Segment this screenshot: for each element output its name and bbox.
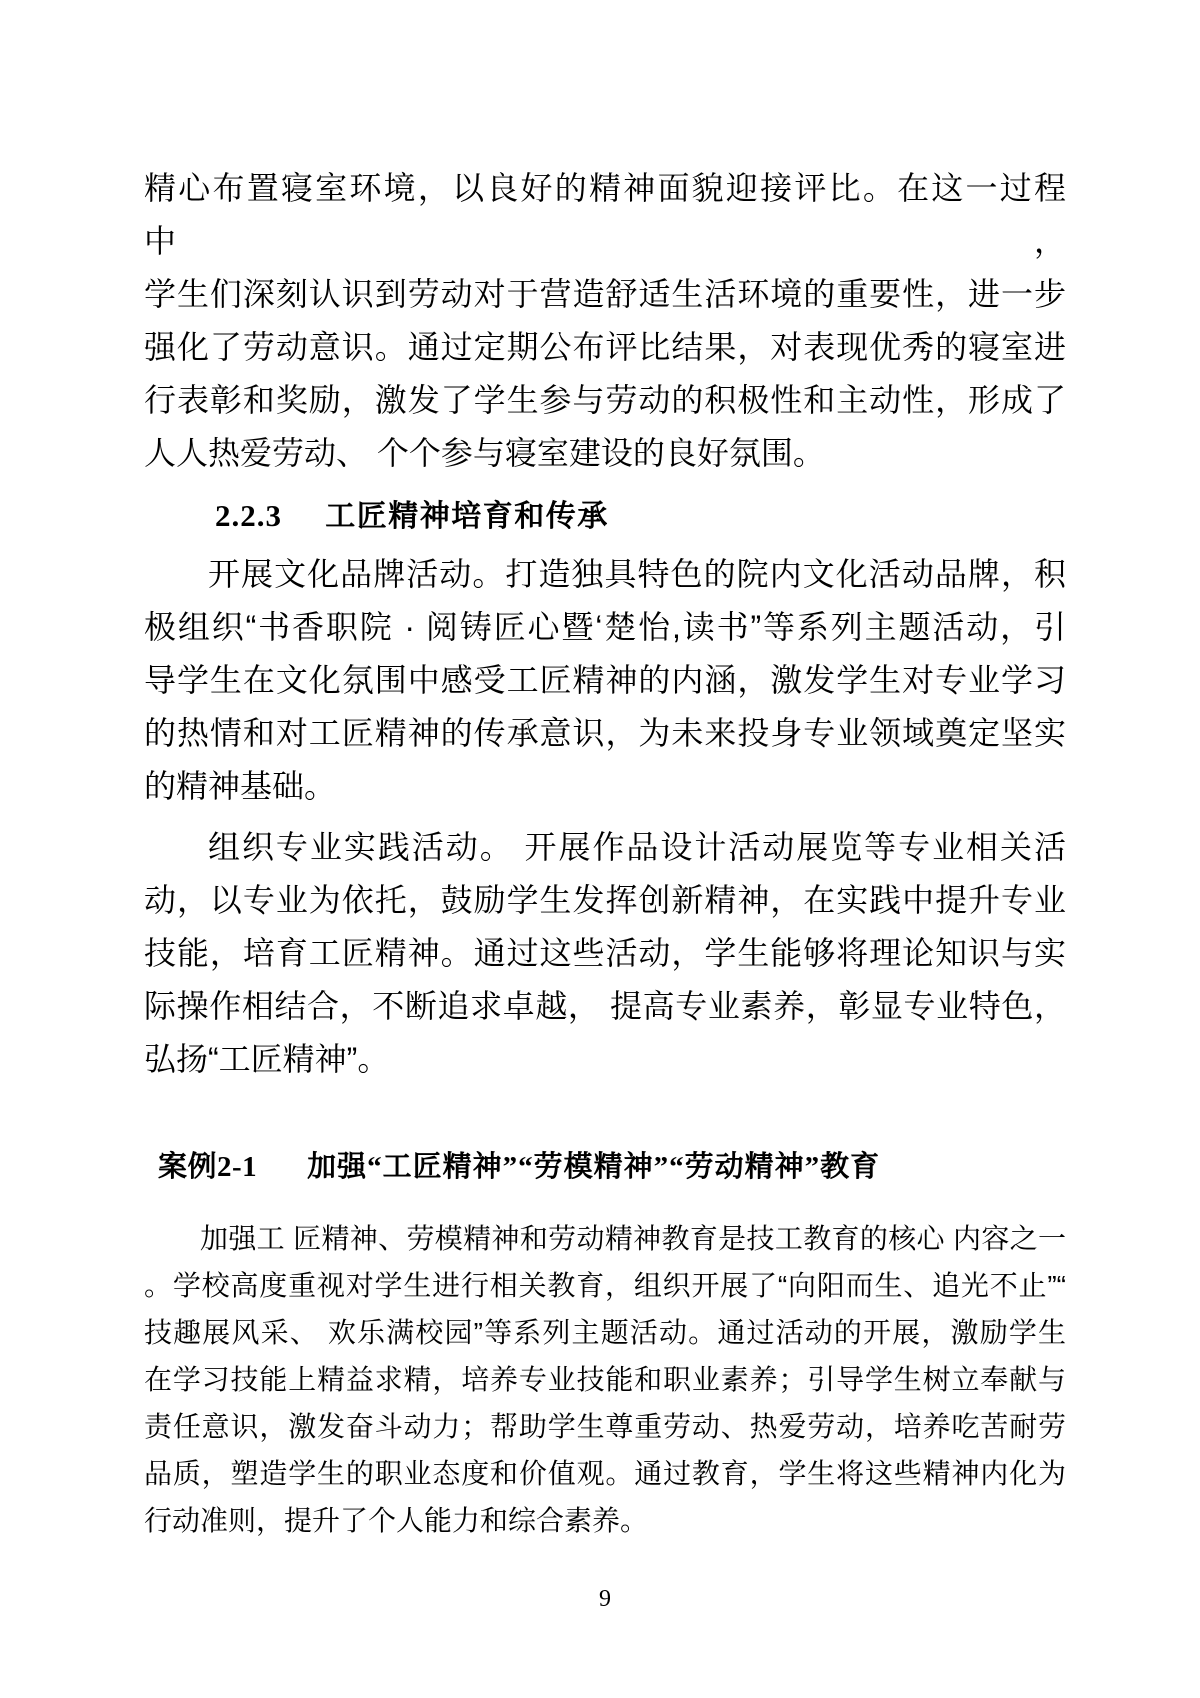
text-line: 人人热爱劳动、 个个参与寝室建设的良好氛围。 — [144, 435, 825, 471]
text-line: 极组织“书香职院 · 阅铸匠心暨‘楚怡,读书”等系列主题活动，引 — [144, 609, 1066, 645]
text-line: 加强工 匠精神、劳模精神和劳动精神教育是技工教育的核心 内容之一 — [200, 1223, 1066, 1254]
text-line: 学生们深刻认识到劳动对于营造舒适生活环境的重要性，进一步 — [144, 276, 1066, 312]
section-title: 工匠精神培育和传承 — [325, 500, 609, 533]
page-number: 9 — [599, 1586, 611, 1612]
text-line: 。学校高度重视对学生进行相关教育，组织开展了“向阳而生、追光不止”“ — [144, 1270, 1066, 1301]
text-line: 际操作相结合，不断追求卓越， 提高专业素养，彰显专业特色， — [144, 988, 1066, 1024]
paragraph-culture-brand — [144, 548, 1066, 813]
text-line: 责任意识，激发奋斗动力；帮助学生尊重劳动、热爱劳动，培养吃苦耐劳 — [144, 1411, 1066, 1442]
case-study-label: 案例2-1 — [158, 1151, 258, 1183]
paragraph-dorm-evaluation — [144, 162, 1066, 480]
text-line: 的精神基础。 — [144, 768, 337, 804]
text-line: 强化了劳动意识。通过定期公布评比结果，对表现优秀的寝室进 — [144, 329, 1066, 365]
text-line: 技趣展风采、 欢乐满校园”等系列主题活动。通过活动的开展，激励学生 — [144, 1317, 1066, 1348]
text-line: 导学生在文化氛围中感受工匠精神的内涵，激发学生对专业学习 — [144, 662, 1066, 698]
text-line: 行表彰和奖励，激发了学生参与劳动的积极性和主动性，形成了 — [144, 382, 1066, 418]
text-line: 技能，培育工匠精神。通过这些活动，学生能够将理论知识与实 — [144, 935, 1066, 971]
text-line: 行动准则，提升了个人能力和综合素养。 — [144, 1505, 649, 1536]
text-line: 的热情和对工匠精神的传承意识，为未来投身专业领域奠定坚实 — [144, 715, 1066, 751]
text-line: 弘扬“工匠精神”。 — [144, 1041, 390, 1077]
section-number: 2.2.3 — [215, 498, 282, 533]
text-line: 动，以专业为依托，鼓励学生发挥创新精神，在实践中提升专业 — [144, 882, 1066, 918]
text-line: 开展文化品牌活动。打造独具特色的院内文化活动品牌，积 — [208, 556, 1066, 592]
case-study-body — [144, 1215, 1066, 1544]
text-line: 精心布置寝室环境，以良好的精神面貌迎接评比。在这一过程中， — [144, 170, 1066, 259]
case-study-title: 加强“工匠精神”“劳模精神”“劳动精神”教育 — [307, 1151, 881, 1183]
paragraph-professional-practice — [144, 821, 1066, 1086]
case-study-heading — [144, 1142, 1066, 1197]
text-line: 在学习技能上精益求精，培养专业技能和职业素养；引导学生树立奉献与 — [144, 1364, 1066, 1395]
text-line: 组织专业实践活动。 开展作品设计活动展览等专业相关活 — [208, 829, 1066, 865]
section-heading-2-2-3 — [144, 488, 1066, 548]
text-line: 品质，塑造学生的职业态度和价值观。通过教育，学生将这些精神内化为 — [144, 1458, 1066, 1489]
